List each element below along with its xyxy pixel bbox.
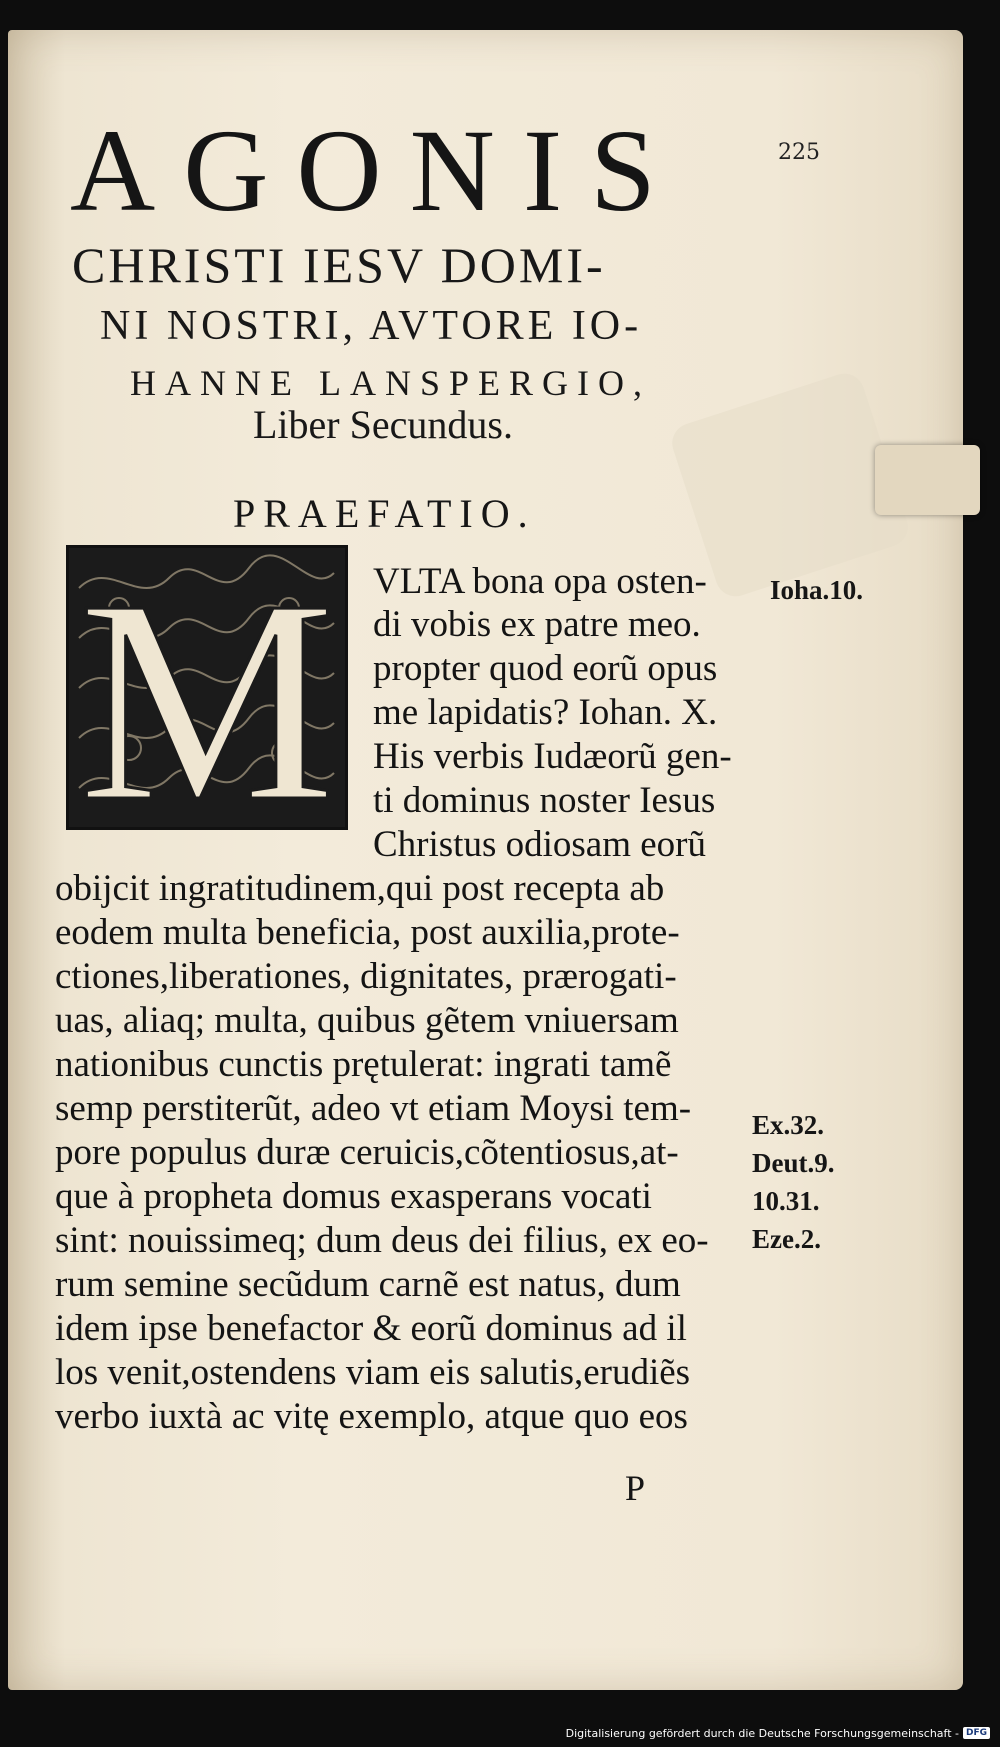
body-line: semp perstiterũt, adeo vt etiam Moysi tem-	[55, 1088, 692, 1129]
body-line: propter quod eorũ opus	[373, 648, 718, 689]
body-line: obijcit ingratitudinem,qui post recepta ab	[55, 868, 665, 909]
title-line-2: NI NOSTRI, AVTORE IO-	[100, 303, 643, 349]
body-line: Christus odiosam eorũ	[373, 824, 706, 865]
body-line: que à propheta domus exasperans vocati	[55, 1176, 652, 1217]
margin-note: Ioha.10.	[770, 575, 864, 605]
page-tab	[875, 445, 980, 515]
body-line: verbo iuxtà ac vitę exemplo, atque quo eos	[55, 1396, 688, 1437]
body-line: idem ipse benefactor & eorũ dominus ad il	[55, 1308, 687, 1349]
section-heading: PRAEFATIO.	[233, 491, 536, 536]
dfg-logo: DFG	[963, 1727, 990, 1739]
body-line: ti dominus noster Iesus	[373, 780, 716, 821]
title-line-4: Liber Secundus.	[253, 402, 513, 447]
body-line: rum semine secũdum carnẽ est natus, dum	[55, 1264, 681, 1305]
body-line: His verbis Iudæorũ gen-	[373, 736, 732, 777]
signature-mark: P	[625, 1468, 646, 1508]
margin-note: Eze.2.	[752, 1224, 821, 1254]
body-line: pore populus duræ ceruicis,cõtentiosus,at-	[55, 1132, 679, 1173]
title-line-1: CHRISTI IESV DOMI-	[72, 237, 606, 293]
body-line: los venit,ostendens viam eis salutis,erudiẽs	[55, 1352, 691, 1393]
title-line-3: HANNE LANSPERGIO,	[130, 363, 651, 403]
body-line: ctiones,liberationes, dignitates, prærogati-	[55, 956, 677, 997]
body-line: eodem multa beneficia, post auxilia,prote-	[55, 912, 680, 953]
margin-note: Deut.9.	[752, 1148, 835, 1178]
footer-credit	[566, 1725, 990, 1741]
body-line: sint: nouissimeq; dum deus dei filius, ex eo-	[55, 1220, 709, 1261]
body-line: me lapidatis? Iohan. X.	[373, 692, 718, 733]
initial-letter: M	[78, 548, 336, 827]
body-line: nationibus cunctis prętulerat: ingrati tamẽ	[55, 1044, 672, 1085]
margin-note: 10.31.	[752, 1186, 820, 1216]
title-main: AGONIS	[70, 105, 684, 236]
footer-text: Digitalisierung gefördert durch die Deutsche Forschungsgemeinschaft -	[565, 1726, 959, 1740]
decorated-initial-m	[66, 545, 348, 830]
page-number: 225	[778, 140, 820, 165]
body-line: di vobis ex patre meo.	[373, 604, 701, 645]
body-line: uas, aliaq; multa, quibus gẽtem vniuersam	[55, 1000, 679, 1041]
body-line: VLTA bona opa osten-	[373, 561, 707, 602]
margin-note: Ex.32.	[752, 1110, 825, 1140]
